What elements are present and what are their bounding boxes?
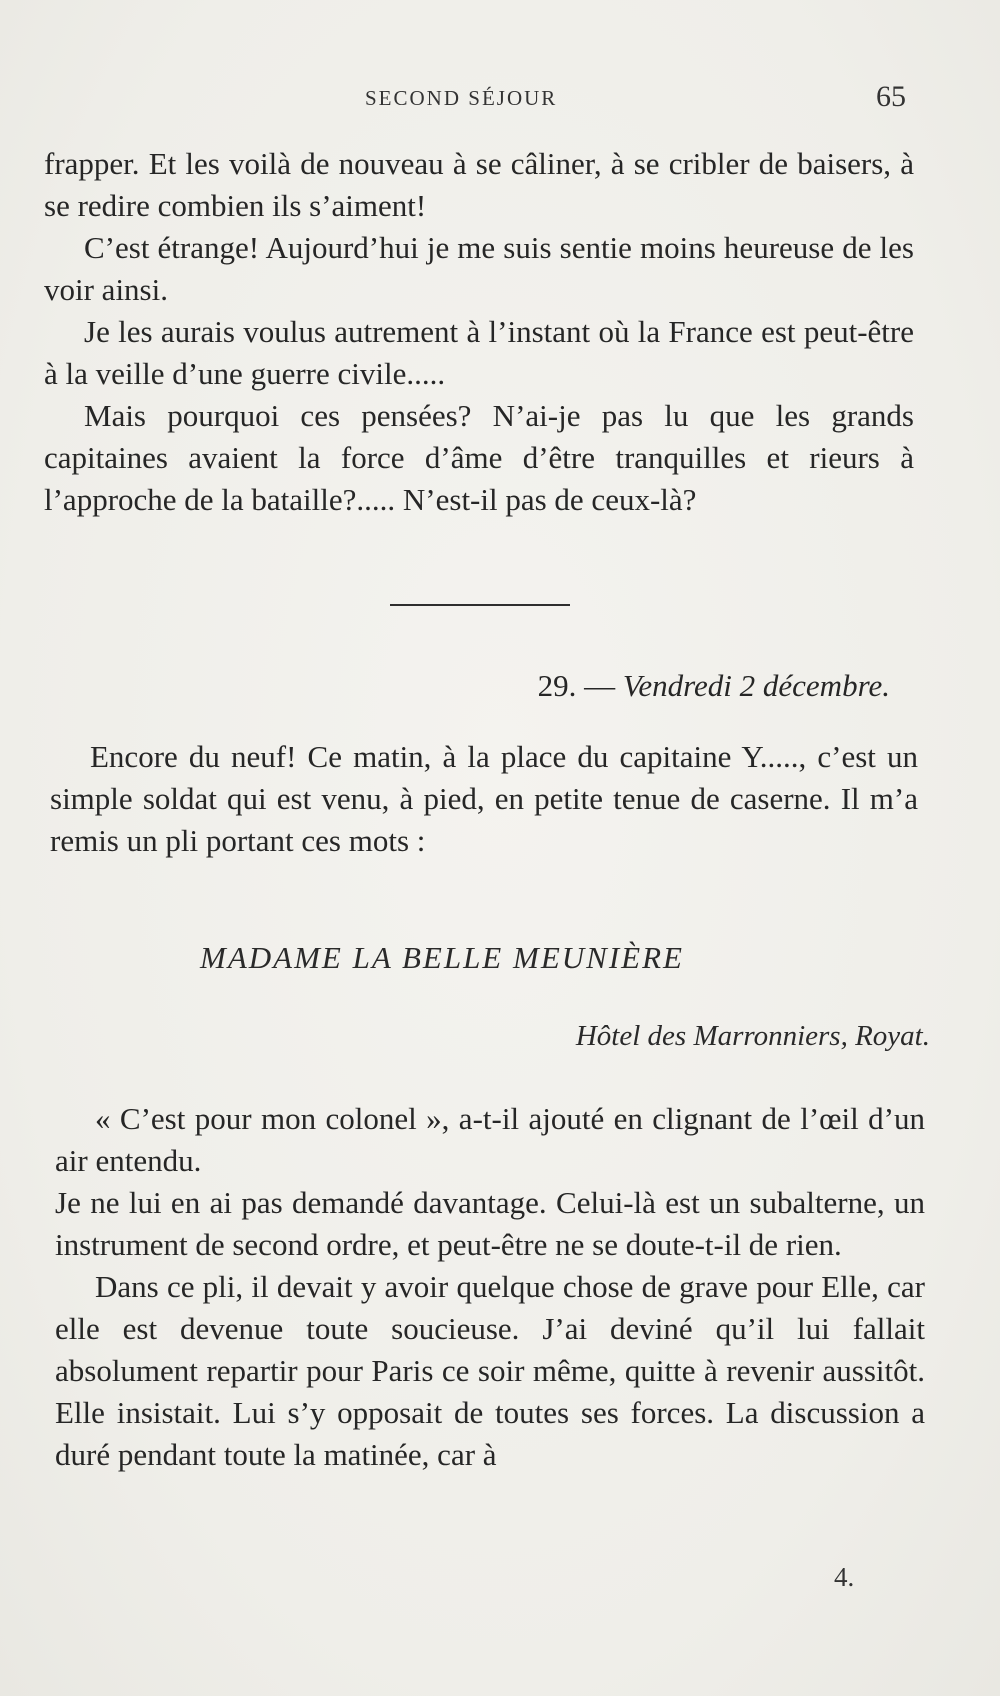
running-head bbox=[0, 78, 1000, 118]
running-title: SECOND SÉJOUR bbox=[365, 86, 558, 110]
paragraph: Je ne lui en ai pas demandé davantage. Celui-là est un subalterne, un instrument de second ordre, et peut-être ne se doute-t-il de rien. bbox=[55, 1185, 925, 1262]
paragraph: Dans ce pli, il devait y avoir quelque chose de grave pour Elle, car elle est devenue toute soucieuse. J’ai deviné qu’il lui fallait absolument repartir pour Paris ce soir même, quitte à revenir aussitôt. Elle insistait. Lui s’y opposait de toutes ses forces. La discussion a duré pendant toute la matinée, car à bbox=[55, 1269, 925, 1472]
text-block-entry bbox=[50, 736, 918, 862]
text-block-top bbox=[44, 143, 914, 521]
entry-date: Vendredi 2 décembre. bbox=[622, 668, 890, 703]
address-name: MADAME LA BELLE MEUNIÈRE bbox=[200, 940, 684, 975]
page-number: 65 bbox=[876, 80, 906, 113]
section-divider bbox=[390, 604, 570, 606]
address-place: Hôtel des Marronniers, Royat. bbox=[575, 1020, 930, 1052]
paragraph: « C’est pour mon colonel », a-t-il ajouté en clignant de l’œil d’un air entendu. bbox=[55, 1101, 925, 1178]
text-block-bottom bbox=[55, 1098, 925, 1476]
paragraph: C’est étrange! Aujourd’hui je me suis sentie moins heureuse de les voir ainsi. bbox=[44, 230, 914, 307]
paragraph: Je les aurais voulus autrement à l’instant où la France est peut-être à la veille d’une guerre civile..... bbox=[44, 314, 914, 391]
entry-number: 29. — bbox=[537, 668, 616, 703]
entry-heading bbox=[0, 668, 890, 704]
paragraph: Encore du neuf! Ce matin, à la place du capitaine Y....., c’est un simple soldat qui est venu, à pied, en petite tenue de caserne. Il m’a remis un pli portant ces mots : bbox=[50, 739, 918, 858]
signature-mark: 4. bbox=[834, 1562, 855, 1592]
paragraph: frapper. Et les voilà de nouveau à se câliner, à se cribler de baisers, à se redire combien ils s’aiment! bbox=[44, 146, 914, 223]
paragraph: Mais pourquoi ces pensées? N’ai-je pas lu que les grands capitaines avaient la force d’âme d’être tranquilles et rieurs à l’approche de la bataille?..... N’est-il pas de ceux-là? bbox=[44, 398, 914, 517]
